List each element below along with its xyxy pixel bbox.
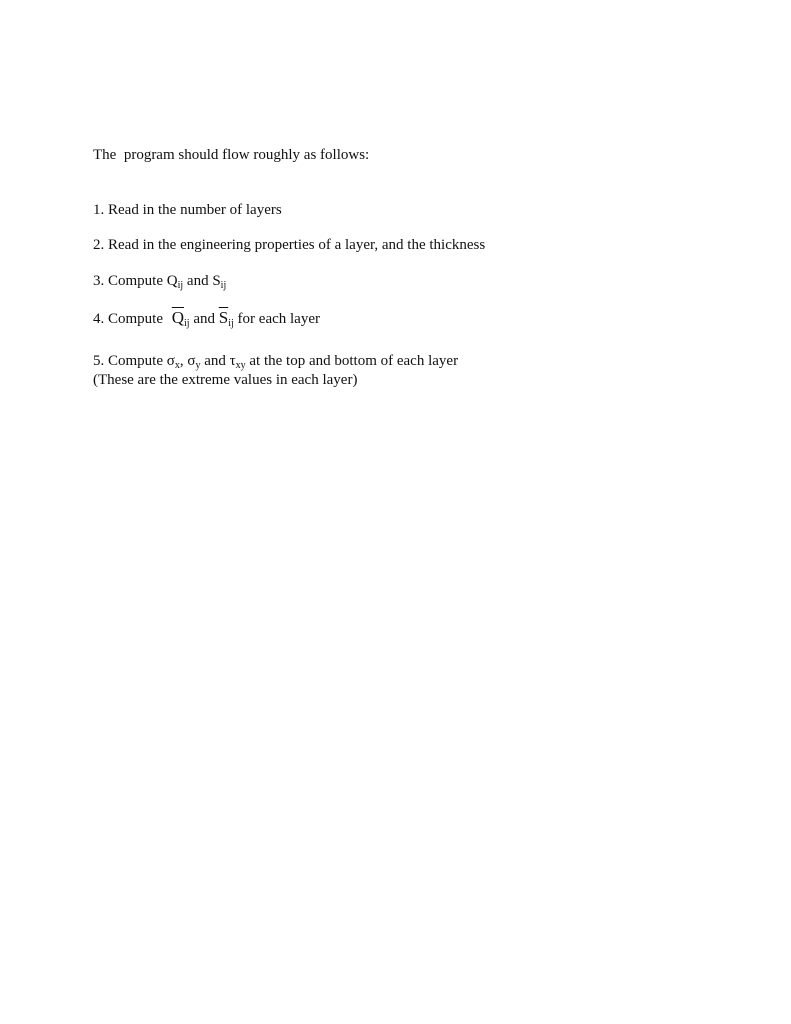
step-5-text [93,352,458,370]
step-4-suffix: for each layer [233,311,320,327]
intro-text: The program should flow roughly as follows: [93,147,370,163]
step-3-prefix: 3. Compute [93,273,167,289]
sigma-y-symbol: σ [187,353,196,369]
sigma-x-symbol: σ [166,353,175,369]
s-symbol: S [212,273,221,289]
step-3-text [93,272,226,290]
step-4-prefix: 4. Compute [93,311,167,327]
q-symbol: Q [166,273,178,289]
step-5-suffix: at the top and bottom of each layer [245,353,459,369]
step-4-and: and [189,311,219,327]
tau-xy-symbol: τ [229,353,236,369]
tau-xy-subscript: xy [235,360,246,371]
step-2-text: 2. Read in the engineering properties of a layer, and the thickness [93,237,486,253]
step-5-prefix: 5. Compute [93,353,167,369]
s-bar-subscript: ij [228,318,234,329]
q-subscript: ij [177,280,184,291]
q-bar-symbol: $\overline{Q}$ [171,308,185,327]
step-5-note: (These are the extreme values in each layer) [93,372,358,388]
sigma-y-subscript: y [195,360,201,371]
sigma-x-subscript: x [174,360,180,371]
step-5-comma: , [179,353,188,369]
q-bar-subscript: ij [184,318,190,329]
step-5-and: and [200,353,230,369]
s-subscript: ij [220,280,227,291]
step-3-and: and [183,273,213,289]
s-bar-symbol: $\overline{S}$ [218,308,229,327]
step-4-text [93,309,320,328]
step-1-text: 1. Read in the number of layers [93,202,282,218]
